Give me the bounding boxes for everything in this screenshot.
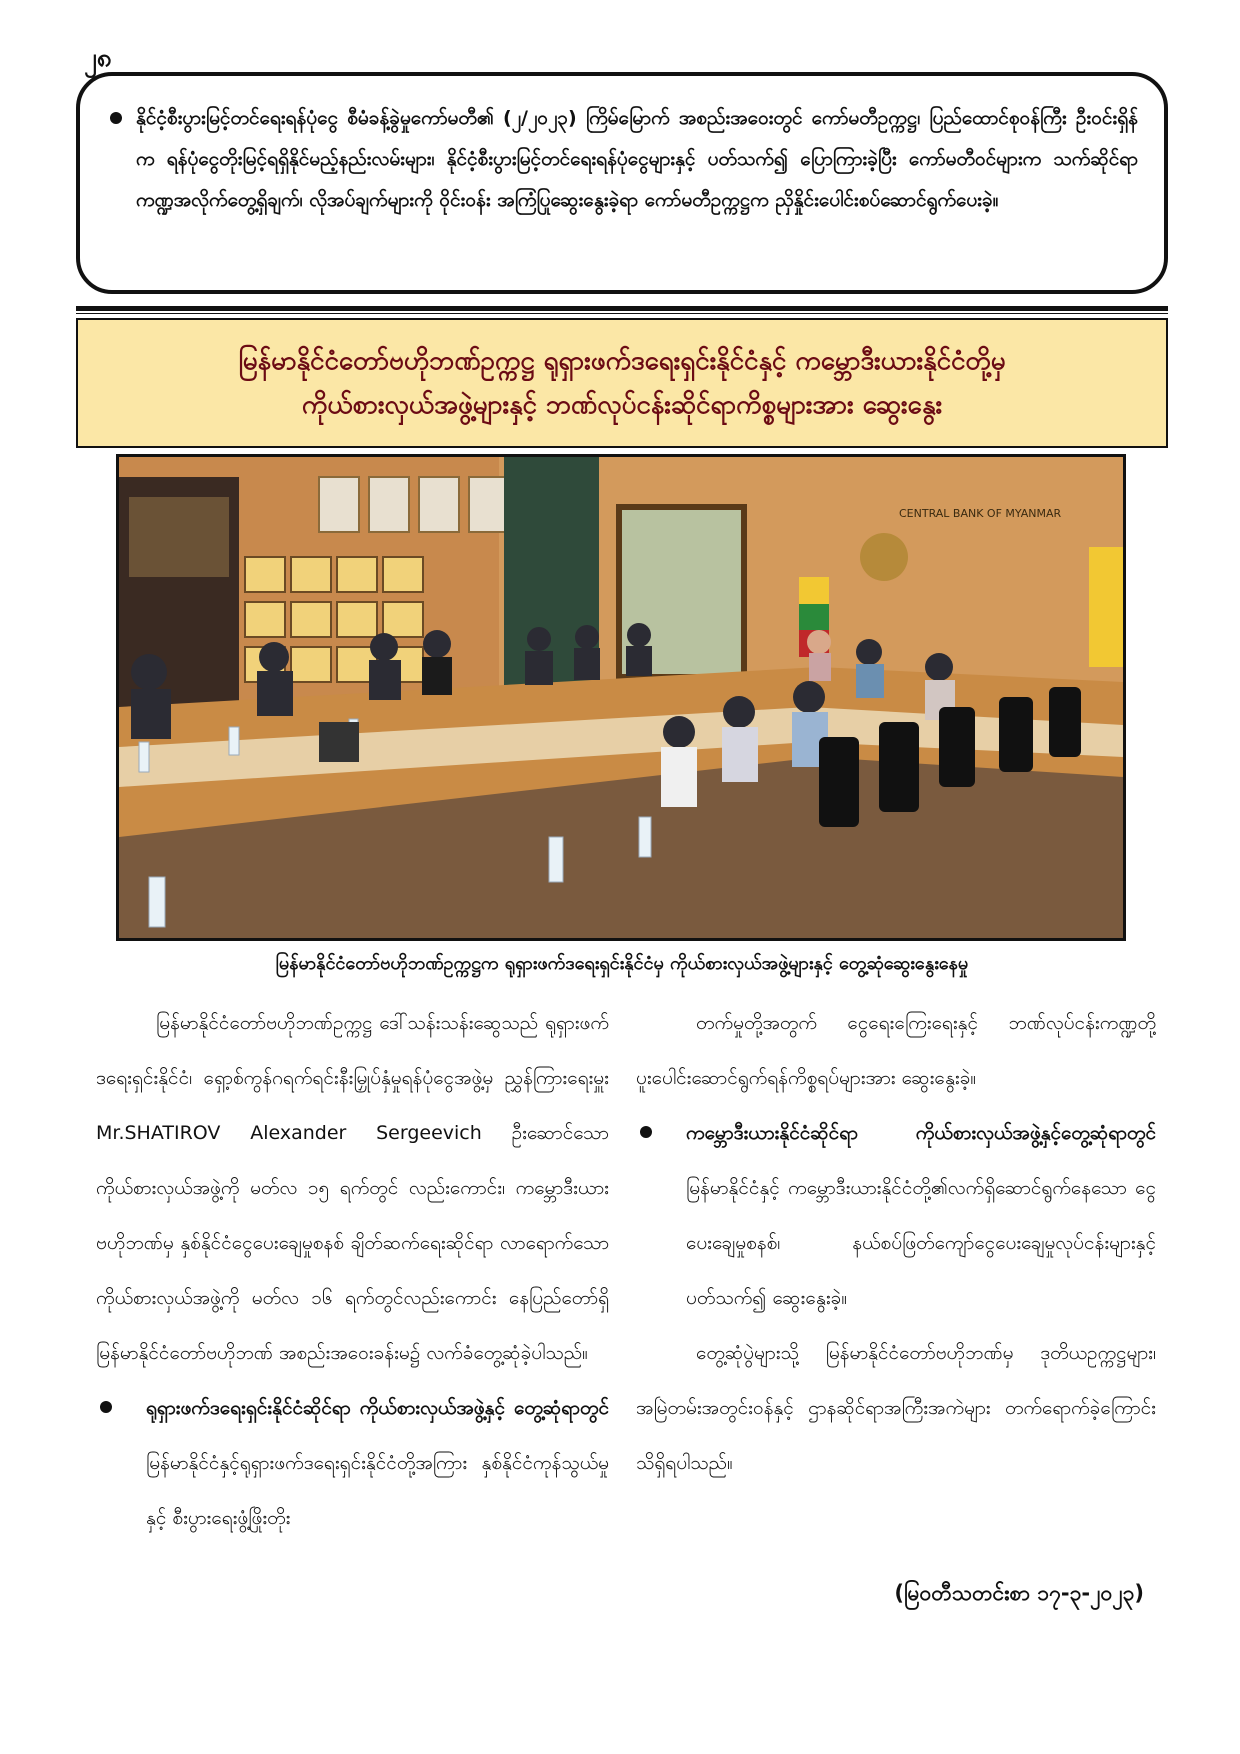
- divider-thin: [76, 313, 1168, 314]
- bank-sign: CENTRAL BANK OF MYANMAR: [899, 507, 1062, 520]
- headline-line-2: ကိုယ်စားလှယ်အဖွဲ့များနှင့် ဘဏ်လုပ်ငန်းဆိုင်ရာကိစ္စများအား ဆွေးနွေး: [301, 390, 943, 420]
- bullet-dot: [100, 1401, 112, 1413]
- bullet-dot: [110, 112, 122, 124]
- meeting-photo: [116, 454, 1126, 941]
- page-number: ၂၈: [84, 43, 112, 73]
- bullet-body: မြန်မာနိုင်ငံနှင့်ရုရှားဖက်ဒရေးရှင်းနိုင်ငံတို့အကြား နှစ်နိုင်ငံကုန်သွယ်မှုနှင့် စီးပွားရေးဖွံ့ဖြိုးတိုး: [146, 1452, 609, 1529]
- photo-caption: မြန်မာနိုင်ငံတော်ဗဟိုဘဏ်ဥက္ကဋ္ဌက ရုရှားဖက်ဒရေးရှင်းနိုင်ငံမှ ကိုယ်စားလှယ်အဖွဲ့များနှင့် တွေ့ဆုံဆွေးနွေးနေမှု: [275, 953, 969, 974]
- camera-device: [319, 722, 359, 762]
- bullet-heading: ရုရှားဖက်ဒရေးရှင်းနိုင်ငံဆိုင်ရာ ကိုယ်စားလှယ်အဖွဲ့နှင့် တွေ့ဆုံရာတွင်: [146, 1397, 609, 1419]
- article-paragraph-continued: တက်မှုတို့အတွက် ငွေရေးကြေးရေးနှင့် ဘဏ်လုပ်ငန်းကဏ္ဍတို့ ပူးပေါင်းဆောင်ရွက်ရန်ကိစ္စရပ်များအား ဆွေးနွေးခဲ့။: [636, 1012, 1156, 1089]
- meeting-photo-illustration: [119, 457, 1123, 938]
- bullet-heading: ကမ္ဘောဒီးယားနိုင်ငံဆိုင်ရာ ကိုယ်စားလှယ်အဖွဲ့နှင့်တွေ့ဆုံရာတွင်: [686, 1122, 1156, 1144]
- bullet-paragraph-cambodia: [636, 1106, 1156, 1326]
- article-column-right: [636, 996, 1156, 1491]
- bank-flag: [1089, 547, 1123, 667]
- bullet-dot: [640, 1126, 652, 1138]
- summary-box: [76, 72, 1168, 294]
- source-citation: (မြဝတီသတင်းစာ ၁၇-၃-၂၀၂၃): [894, 1581, 1144, 1605]
- divider-thick: [76, 306, 1168, 311]
- summary-text: နိုင်ငံ့စီးပွားမြင့်တင်ရေးရန်ပုံငွေ စီမံခန့်ခွဲမှုကော်မတီ၏ (၂/၂၀၂၃) ကြိမ်မြောက် အစည်းအဝေးတွင် ကော်မတီဥက္ကဋ္ဌ၊ ပြည်ထောင်စုဝန်ကြီး ဦးဝင်းရှိန်က ရန်ပုံငွေတိုးမြင့်ရရှိနိုင်မည့်နည်းလမ်းများ၊ နိုင်ငံ့စီးပွားမြင့်တင်ရေးရန်ပုံငွေများနှင့် ပတ်သက်၍ ပြောကြားခဲ့ပြီး ကော်မတီဝင်များက သက်ဆိုင်ရာကဏ္ဍအလိုက်တွေ့ရှိချက်၊ လိုအပ်ချက်များကို ဝိုင်းဝန်း အကြံပြုဆွေးနွေးခဲ့ရာ ကော်မတီဥက္ကဋ္ဌက ညှိနှိုင်းပေါင်းစပ်ဆောင်ရွက်ပေးခဲ့။: [136, 107, 1138, 211]
- bullet-paragraph-russia: [96, 1381, 609, 1546]
- article-column-left: [96, 996, 609, 1546]
- tapestry-detail: [129, 497, 229, 577]
- article-paragraph-closing: တွေ့ဆုံပွဲများသို့ မြန်မာနိုင်ငံတော်ဗဟိုဘဏ်မှ ဒုတိယဥက္ကဋ္ဌများ၊ အမြဲတမ်းအတွင်းဝန်နှင့် ဌာနဆိုင်ရာအကြီးအကဲများ တက်ရောက်ခဲ့ကြောင်း သိရှိရပါသည်။: [636, 1342, 1156, 1474]
- bullet-body: မြန်မာနိုင်ငံနှင့် ကမ္ဘောဒီးယားနိုင်ငံတို့၏လက်ရှိဆောင်ရွက်နေသော ငွေပေးချေမှုစနစ်၊ နယ်စပ်ဖြတ်ကျော်ငွေပေးချေမှုလုပ်ငန်းများနှင့်ပတ်သက်၍ ဆွေးနွေးခဲ့။: [686, 1177, 1156, 1309]
- headline-box: [76, 318, 1168, 448]
- article-paragraph: မြန်မာနိုင်ငံတော်ဗဟိုဘဏ်ဥက္ကဋ္ဌ ဒေါ်သန်းသန်းဆွေသည် ရုရှားဖက်ဒရေးရှင်းနိုင်ငံ၊ ရှော့စ်ကွန်ဂရက်ရင်းနီးမြှုပ်နှံမှုရန်ပုံငွေအဖွဲ့မှ ညွှန်ကြားရေးမှူး Mr.SHATIROV Alexander Sergeevich ဦးဆောင်သော ကိုယ်စားလှယ်အဖွဲ့ကို မတ်လ ၁၅ ရက်တွင် လည်းကောင်း၊ ကမ္ဘောဒီးယားဗဟိုဘဏ်မှ နှစ်နိုင်ငံငွေပေးချေမှုစနစ် ချိတ်ဆက်ရေးဆိုင်ရာ လာရောက်သော ကိုယ်စားလှယ်အဖွဲ့ကို မတ်လ ၁၆ ရက်တွင်လည်းကောင်း နေပြည်တော်ရှိ မြန်မာနိုင်ငံတော်ဗဟိုဘဏ် အစည်းအဝေးခန်းမ၌ လက်ခံတွေ့ဆုံခဲ့ပါသည်။: [96, 1012, 609, 1364]
- bank-emblem: [860, 533, 908, 581]
- headline-line-1: မြန်မာနိုင်ငံတော်ဗဟိုဘဏ်ဥက္ကဋ္ဌ ရုရှားဖက်ဒရေးရှင်းနိုင်ငံနှင့် ကမ္ဘောဒီးယားနိုင်ငံတို့မှ: [238, 346, 1006, 376]
